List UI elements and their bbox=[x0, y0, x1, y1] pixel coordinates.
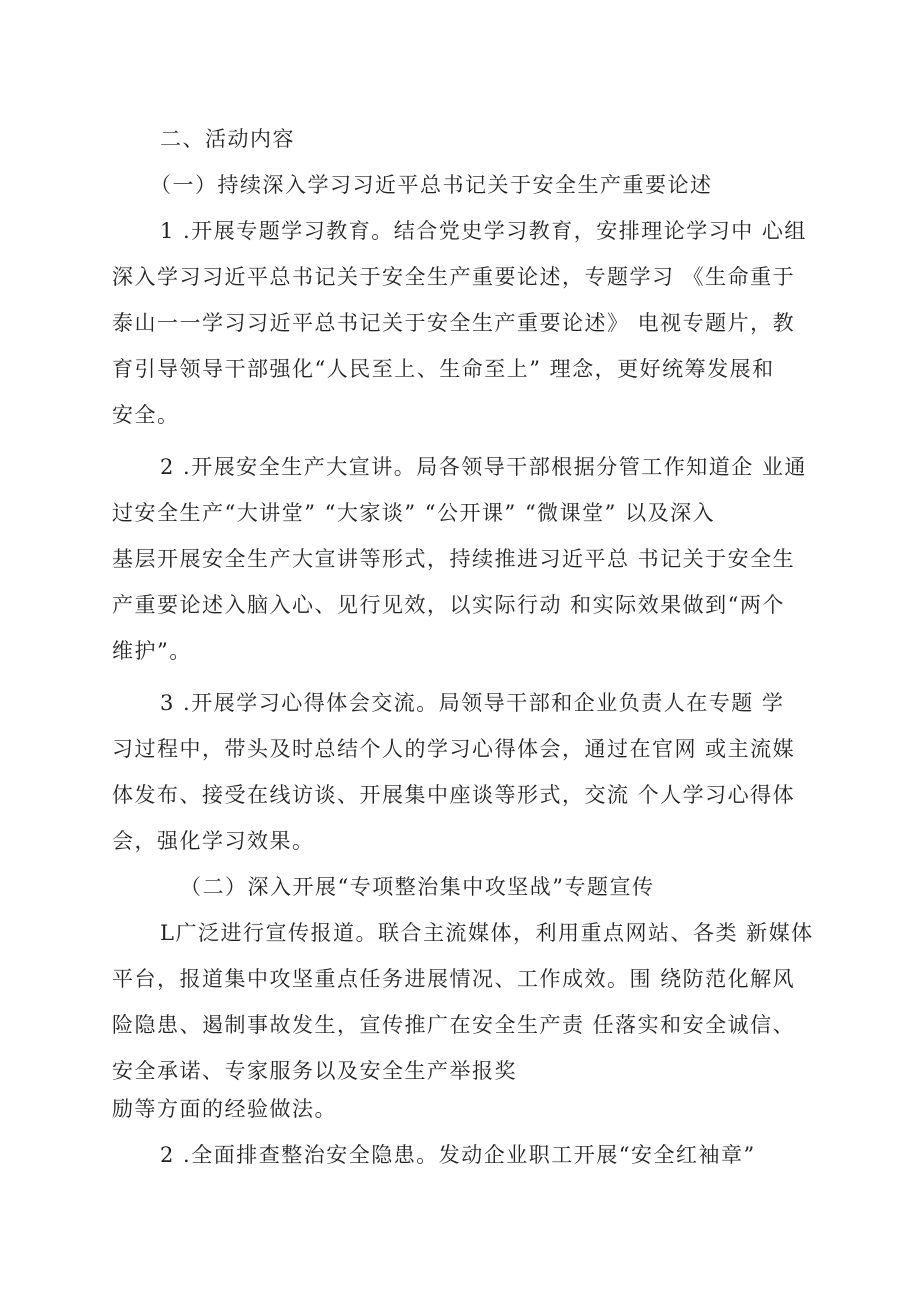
section-heading: 二、活动内容 bbox=[160, 127, 295, 151]
paragraph-line: 深入学习习近平总书记关于安全生产重要论述，专题学习 《生命重于 bbox=[112, 265, 796, 289]
paragraph-line: 安全承诺、专家服务以及安全生产举报奖 bbox=[112, 1059, 517, 1083]
subsection-heading-2: （二）深入开展“专项整治集中攻坚战”专题宣传 bbox=[180, 875, 655, 899]
paragraph-line: 会，强化学习效果。 bbox=[112, 829, 315, 853]
paragraph-line: 3 .开展学习心得体会交流。局领导干部和企业负责人在专题 学 bbox=[160, 691, 785, 715]
paragraph-line: 过安全生产“大讲堂” “大家谈” “公开课” “微课堂” 以及深入 bbox=[112, 501, 716, 525]
paragraph-line: 体发布、接受在线访谈、开展集中座谈等形式，交流 个人学习心得体 bbox=[112, 783, 796, 807]
paragraph-line: 习过程中，带头及时总结个人的学习心得体会，通过在官网 或主流媒 bbox=[112, 737, 796, 761]
paragraph-line: 基层开展安全生产大宣讲等形式，持续推进习近平总 书记关于安全生 bbox=[112, 547, 796, 571]
paragraph-line: 励等方面的经验做法。 bbox=[112, 1097, 337, 1121]
subsection-heading-1: （一）持续深入学习习近平总书记关于安全生产重要论述 bbox=[150, 173, 713, 197]
paragraph-line: 平台，报道集中攻坚重点任务进展情况、工作成效。围 绕防范化解风 bbox=[112, 967, 796, 991]
paragraph-line: 1 .开展专题学习教育。结合党史学习教育，安排理论学习中 心组 bbox=[160, 219, 807, 243]
paragraph-line: 险隐患、遏制事故发生，宣传推广在安全生产责 任落实和安全诚信、 bbox=[112, 1013, 796, 1037]
paragraph-line: 2 .开展安全生产大宣讲。局各领导干部根据分管工作知道企 业通 bbox=[160, 455, 807, 479]
paragraph-line: 产重要论述入脑入心、见行见效，以实际行动 和实际效果做到“两个 bbox=[112, 593, 785, 617]
paragraph-line: 维护”。 bbox=[112, 639, 192, 663]
paragraph-line: 安全。 bbox=[112, 403, 180, 427]
paragraph-line: 泰山一一学习习近平总书记关于安全生产重要论述》 电视专题片，教 bbox=[112, 311, 796, 335]
paragraph-line: 2 .全面排查整治安全隐患。发动企业职工开展“安全红袖章” bbox=[160, 1143, 756, 1167]
paragraph-line: L广泛进行宣传报道。联合主流媒体，利用重点网站、各类 新媒体 bbox=[160, 921, 814, 945]
paragraph-line: 育引导领导干部强化“人民至上、生命至上” 理念，更好统筹发展和 bbox=[112, 357, 775, 381]
